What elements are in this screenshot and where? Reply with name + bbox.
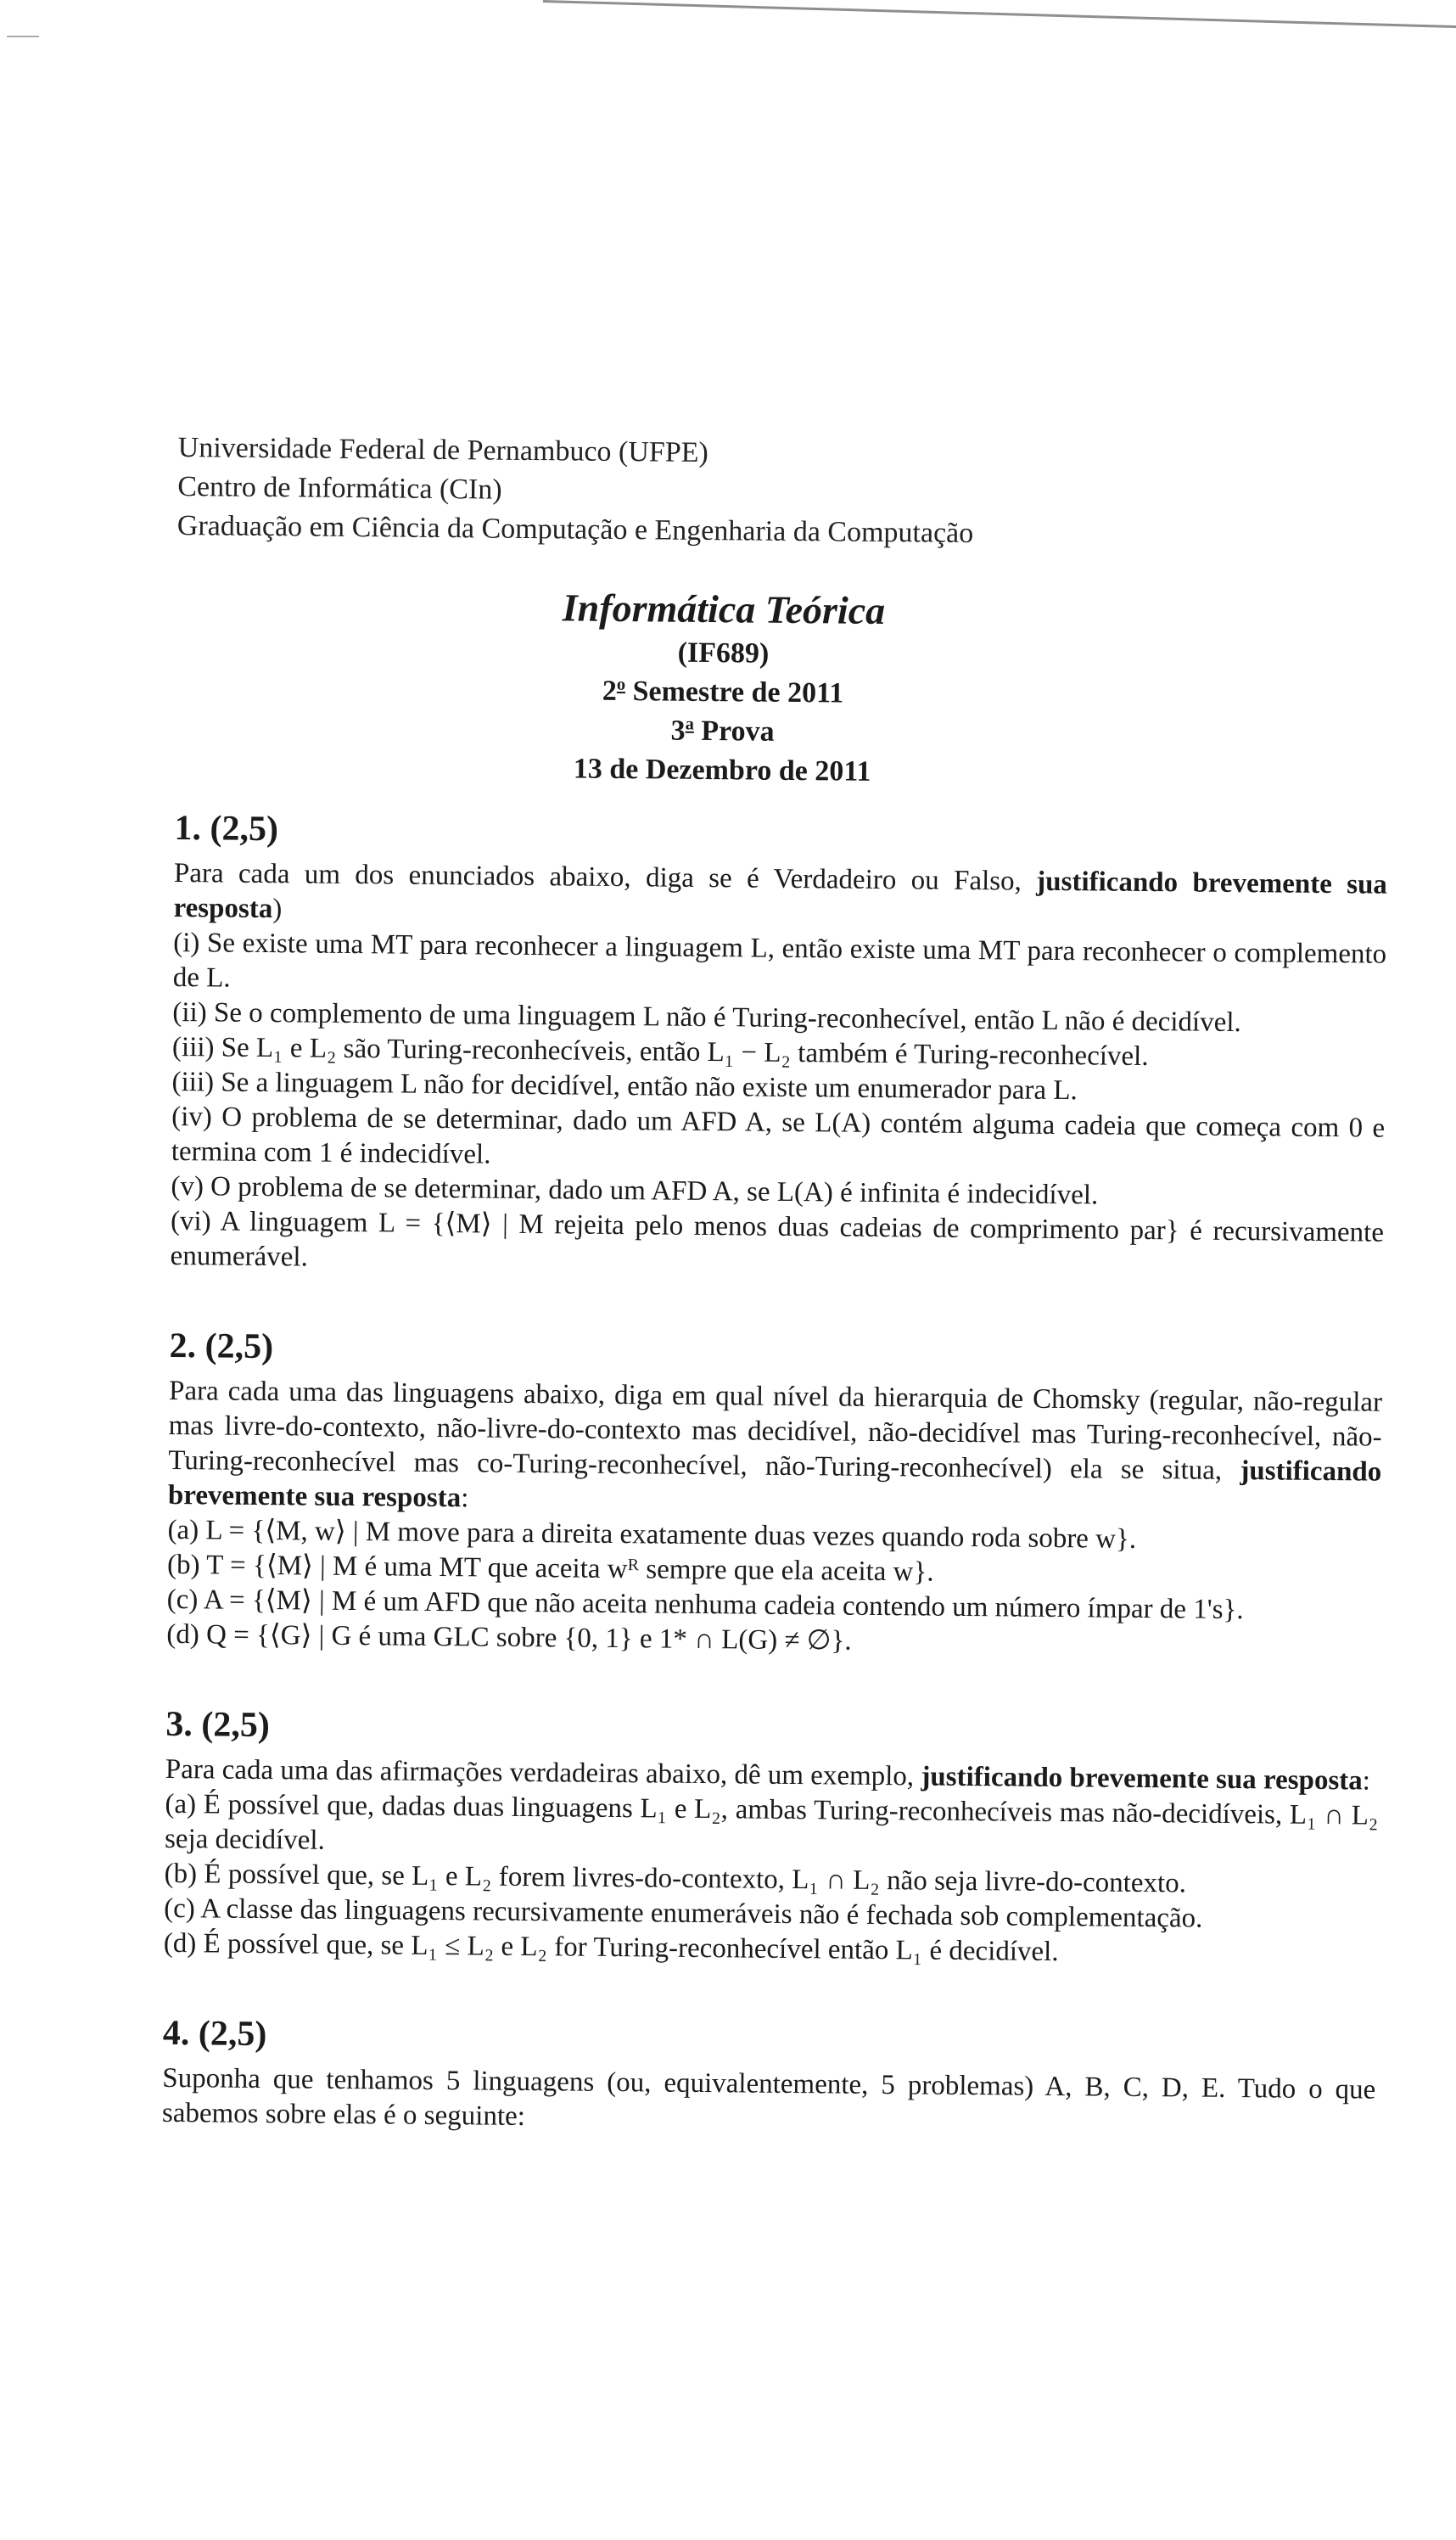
question-number: 1. (2,5) [174,808,279,849]
question-item: (ii) Se o complemento de uma linguagem L não é Turing-reconhecível, então L não é decidível. [172,996,1241,1039]
exam-date: 13 de Dezembro de 2011 [573,753,871,788]
question-intro: Suponha que tenhamos 5 linguagens (ou, equivalentemente, 5 problemas) A, B, C, D, E. Tudo o que sabemos sobre elas é o seguinte: [161,2062,1376,2133]
question-item: (iii) Se L₁ e L₂ são Turing-reconhecíveis, então L₁ − L₂ também é Turing-reconhecível. [171,1031,1149,1073]
question-item: (i) Se existe uma MT para reconhecer a linguagem L, então existe uma MT para reconhecer o complemento de L. [172,927,1387,994]
question-intro: Para cada um dos enunciados abaixo, diga se é Verdadeiro ou Falso, justificando brevemente sua resposta) [173,857,1388,925]
question-item: (v) O problema de se determinar, dado um AFD A, se L(A) é infinita é indecidível. [171,1170,1099,1211]
question-item: (c) A = {⟨M⟩ | M é um AFD que não aceita nenhuma cadeia contendo um número ímpar de 1's}. [166,1584,1244,1626]
question-intro: Para cada uma das afirmações verdadeiras abaixo, dê um exemplo, justificando brevemente sua resposta: [165,1753,1371,1797]
question-item: (vi) A linguagem L = {⟨M⟩ | M rejeita pelo menos duas cadeias de comprimento par} é recursivamente enumerável. [170,1205,1385,1273]
question-item: (b) É possível que, se L₁ e L₂ forem livres-do-contexto, L₁ ∩ L₂ não seja livre-do-contexto. [164,1858,1187,1899]
question-item: (a) L = {⟨M, w⟩ | M move para a direita exatamente duas vezes quando roda sobre w}. [167,1514,1137,1555]
exam-page [162,429,1425,2143]
program-name: Graduação em Ciência da Computação e Engenharia da Computação [176,509,974,550]
question-item: (d) Q = {⟨G⟩ | G é uma GLC sobre {0, 1} e 1* ∩ L(G) ≠ ∅}. [166,1618,852,1657]
question-2 [166,1321,1383,1664]
course-title: Informática Teórica [562,586,886,633]
scan-edge-line [543,0,1456,28]
center-name: Centro de Informática (CIn) [177,470,502,506]
question-item: (iii) Se a linguagem L não for decidível, então não existe um enumerador para L. [171,1066,1078,1107]
institution-header [177,429,1425,558]
question-number: 3. (2,5) [165,1704,271,1746]
question-item: (b) T = {⟨M⟩ | M é uma MT que aceita wᴿ sempre que ela aceita w}. [166,1549,934,1588]
question-item: (iv) O problema de se determinar, dado um AFD A, se L(A) contém alguma cadeia que começa com 0 e termina com 1 é indecidível. [171,1101,1386,1170]
question-item: (d) É possível que, se L₁ ≤ L₂ e L₂ for Turing-reconhecível então L₁ é decidível. [163,1927,1059,1968]
question-number: 4. (2,5) [162,2013,267,2055]
question-1 [170,804,1387,1286]
semester-line: 2$^o$ Semestre de 2011 [602,675,844,709]
scan-corner-mark [7,36,39,37]
question-intro: Para cada uma das linguagens abaixo, diga em qual nível da hierarquia de Chomsky (regular, não-regular mas livre-do-contexto, não-livre-do-contexto mas decidível, não-decidível mas Turing-reconhecível, não-Turing-reconhecível mas co-Turing-reconhecível, não-Turing-reconhecível) ela se situa, justificando brevemente sua resposta: [167,1375,1383,1514]
university-name: Universidade Federal de Pernambuco (UFPE) [177,431,708,468]
exam-number-line: 3$^a$ Prova [670,715,775,748]
question-item: (a) É possível que, dadas duas linguagens L₁ e L₂, ambas Turing-reconhecíveis mas não-decidíveis, L₁ ∩ L₂ seja decidível. [164,1788,1379,1856]
question-4 [162,2009,1376,2143]
question-item: (c) A classe das linguagens recursivamente enumeráveis não é fechada sob complementação. [164,1892,1203,1934]
exam-title-block [175,580,1271,795]
course-code: (IF689) [677,636,770,670]
question-3 [164,1700,1380,1973]
question-number: 2. (2,5) [169,1326,274,1367]
